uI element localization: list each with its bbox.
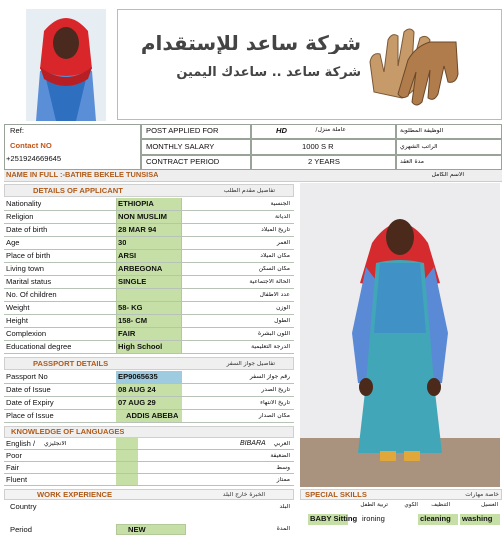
language-rows bbox=[4, 438, 294, 488]
details-row bbox=[4, 250, 294, 263]
passport-rows bbox=[4, 371, 294, 423]
details-row bbox=[4, 224, 294, 237]
language-row bbox=[4, 438, 294, 450]
passport-row bbox=[4, 397, 294, 410]
full-name-arabic: الاسم الكامل bbox=[431, 172, 464, 178]
details-arabic: الطول bbox=[274, 318, 290, 324]
contact-value: +251924669645 bbox=[6, 155, 62, 163]
passport-label: Date of Issue bbox=[6, 386, 51, 394]
full-name: NAME IN FULL :-BATIRE BEKELE TUNSISA bbox=[6, 171, 159, 179]
details-row bbox=[4, 315, 294, 328]
passport-label: Place of Issue bbox=[6, 412, 54, 420]
details-label: Height bbox=[6, 317, 28, 325]
skills-arabic-row bbox=[300, 501, 502, 511]
name-band bbox=[4, 170, 502, 182]
language-mark: BIBARA bbox=[240, 440, 266, 447]
language-arabic: ممتاز bbox=[276, 477, 290, 483]
skill-arabic-label: الكوي bbox=[404, 502, 418, 508]
details-label: Complexion bbox=[6, 330, 47, 338]
salary-value: 1000 S R bbox=[302, 143, 334, 151]
contract-value: 2 YEARS bbox=[308, 158, 340, 166]
language-row bbox=[4, 462, 294, 474]
language-cell bbox=[116, 450, 138, 461]
language-arabic: الضعيفة bbox=[270, 453, 290, 459]
passport-arabic: مكان الصدار bbox=[258, 413, 290, 419]
passport-value: EP9065635 bbox=[118, 373, 158, 381]
details-value: SINGLE bbox=[118, 278, 147, 286]
passport-arabic: رقم جواز السفر bbox=[249, 374, 290, 380]
details-arabic: الجنسية bbox=[270, 201, 290, 207]
details-label: Educational degree bbox=[6, 343, 72, 351]
details-label: Date of birth bbox=[6, 226, 48, 234]
details-arabic: الدرجة التعليمية bbox=[251, 344, 290, 350]
passport-value: 08 AUG 24 bbox=[118, 386, 156, 394]
details-label: Marital status bbox=[6, 278, 52, 286]
details-label: Religion bbox=[6, 213, 34, 221]
details-arabic: مكان الميلاد bbox=[260, 253, 290, 259]
details-arabic: الديانة bbox=[274, 214, 290, 220]
ref-label: Ref: bbox=[10, 127, 24, 135]
info-table bbox=[4, 124, 502, 170]
company-name-arabic: شركة ساعد للإستقدام bbox=[140, 32, 361, 54]
details-value: ARSI bbox=[118, 252, 137, 260]
details-arabic: الحالة الاجتماعية bbox=[249, 279, 290, 285]
details-label: No. Of children bbox=[6, 291, 57, 299]
skill-item: washing bbox=[462, 515, 493, 523]
details-row bbox=[4, 237, 294, 250]
details-arabic: العمر bbox=[276, 240, 290, 246]
details-value: 28 MAR 94 bbox=[118, 226, 157, 234]
company-tagline-arabic: شركة ساعد .. ساعدك اليمين bbox=[176, 66, 361, 80]
salary-label: MONTHLY SALARY bbox=[146, 143, 215, 151]
work-country-label: Country bbox=[10, 503, 37, 511]
applicant-full-body-icon bbox=[300, 183, 500, 487]
details-value: 158- CM bbox=[118, 317, 148, 325]
skills-title: SPECIAL SKILLS bbox=[305, 491, 367, 499]
language-row bbox=[4, 474, 294, 486]
details-value-cell bbox=[116, 289, 182, 301]
language-label: Fair bbox=[6, 464, 20, 472]
details-arabic: عدد الاطفال bbox=[259, 292, 290, 298]
details-arabic: تاريخ الميلاد bbox=[261, 227, 290, 233]
skills-row bbox=[300, 514, 502, 525]
languages-header: KNOWLEDGE OF LANGUAGES bbox=[4, 426, 294, 438]
passport-value: ADDIS ABEBA bbox=[126, 412, 179, 420]
details-value: High School bbox=[118, 343, 163, 351]
handshake-hands-icon bbox=[364, 22, 462, 108]
work-title-arabic: الخبرة خارج البلد bbox=[222, 492, 265, 498]
language-label: English / bbox=[6, 440, 36, 448]
details-arabic: مكان السكن bbox=[258, 266, 290, 272]
work-experience-section bbox=[4, 489, 294, 535]
passport-row bbox=[4, 384, 294, 397]
passport-arabic: تاريخ الانتهاء bbox=[260, 400, 290, 406]
passport-label: Passport No bbox=[6, 373, 48, 381]
details-row bbox=[4, 211, 294, 224]
details-value: 30 bbox=[118, 239, 127, 247]
skill-item: BABY Sitting bbox=[310, 515, 358, 523]
details-label: Place of birth bbox=[6, 252, 51, 260]
details-row bbox=[4, 341, 294, 354]
details-value: 58- KG bbox=[118, 304, 143, 312]
work-period-value: NEW bbox=[128, 526, 146, 534]
language-cell bbox=[116, 474, 138, 485]
language-arabic: العربي bbox=[273, 441, 290, 447]
post-label: POST APPLIED FOR bbox=[146, 127, 219, 135]
passport-arabic: تاريخ الصدر bbox=[261, 387, 290, 393]
details-arabic: اللون البشرة bbox=[257, 331, 290, 337]
details-value: NON MUSLIM bbox=[118, 213, 167, 221]
post-value-arabic: عاملة منزل/ bbox=[315, 127, 346, 133]
full-body-photo bbox=[300, 183, 500, 487]
details-label: Age bbox=[6, 239, 20, 247]
passport-header: PASSPORT DETAILS تفاصيل جواز السفر bbox=[4, 357, 294, 370]
work-period-arabic: المدة bbox=[276, 526, 290, 532]
details-arabic: الوزن bbox=[276, 305, 290, 311]
passport-row bbox=[4, 371, 294, 384]
work-country-arabic: البلد bbox=[279, 504, 290, 510]
details-label: Living town bbox=[6, 265, 44, 273]
language-arabic: وسط bbox=[276, 465, 290, 471]
contact-label: Contact NO bbox=[10, 142, 52, 150]
details-row bbox=[4, 328, 294, 341]
work-period-label: Period bbox=[10, 526, 32, 534]
contract-label-arabic: مدة العقد bbox=[400, 159, 424, 165]
details-row bbox=[4, 198, 294, 211]
applicant-portrait-icon bbox=[26, 9, 106, 121]
language-label: Fluent bbox=[6, 476, 28, 484]
passport-value: 07 AUG 29 bbox=[118, 399, 156, 407]
passport-label: Date of Expiry bbox=[6, 399, 54, 407]
post-value: HD bbox=[276, 127, 287, 135]
language-row bbox=[4, 450, 294, 462]
details-row bbox=[4, 276, 294, 289]
passport-row bbox=[4, 410, 294, 423]
contract-label: CONTRACT PERIOD bbox=[146, 158, 220, 166]
language-cell bbox=[116, 462, 138, 473]
details-row bbox=[4, 289, 294, 302]
work-title: WORK EXPERIENCE bbox=[37, 491, 113, 499]
header-photo bbox=[26, 9, 106, 121]
details-row bbox=[4, 263, 294, 276]
details-row bbox=[4, 302, 294, 315]
skill-arabic-label: الغسيل bbox=[481, 502, 498, 508]
language-label: Poor bbox=[6, 452, 23, 460]
skill-item: cleaning bbox=[420, 515, 451, 523]
post-label-arabic: الوظيفة المطلوبة bbox=[400, 128, 444, 134]
details-header: DETAILS OF APPLICANT تفاصيل مقدم الطلب bbox=[4, 184, 294, 197]
skills-title-arabic: خاصة مهارات bbox=[465, 492, 499, 498]
special-skills-section bbox=[300, 489, 502, 535]
language-cell bbox=[116, 438, 138, 449]
details-label: Weight bbox=[6, 304, 30, 312]
details-value: ETHIOPIA bbox=[118, 200, 154, 208]
skill-item: ironing bbox=[362, 515, 385, 523]
details-value: ARBEGONA bbox=[118, 265, 163, 273]
language-label-arabic: الانجليزي bbox=[44, 441, 67, 447]
details-rows bbox=[4, 198, 294, 354]
skill-arabic-label: تربية الطفل bbox=[360, 502, 388, 508]
details-label: Nationality bbox=[6, 200, 42, 208]
details-value: FAIR bbox=[118, 330, 136, 338]
salary-label-arabic: الراتب الشهري bbox=[400, 144, 438, 150]
company-banner bbox=[117, 9, 502, 120]
skill-arabic-label: التنظيف bbox=[431, 502, 450, 508]
